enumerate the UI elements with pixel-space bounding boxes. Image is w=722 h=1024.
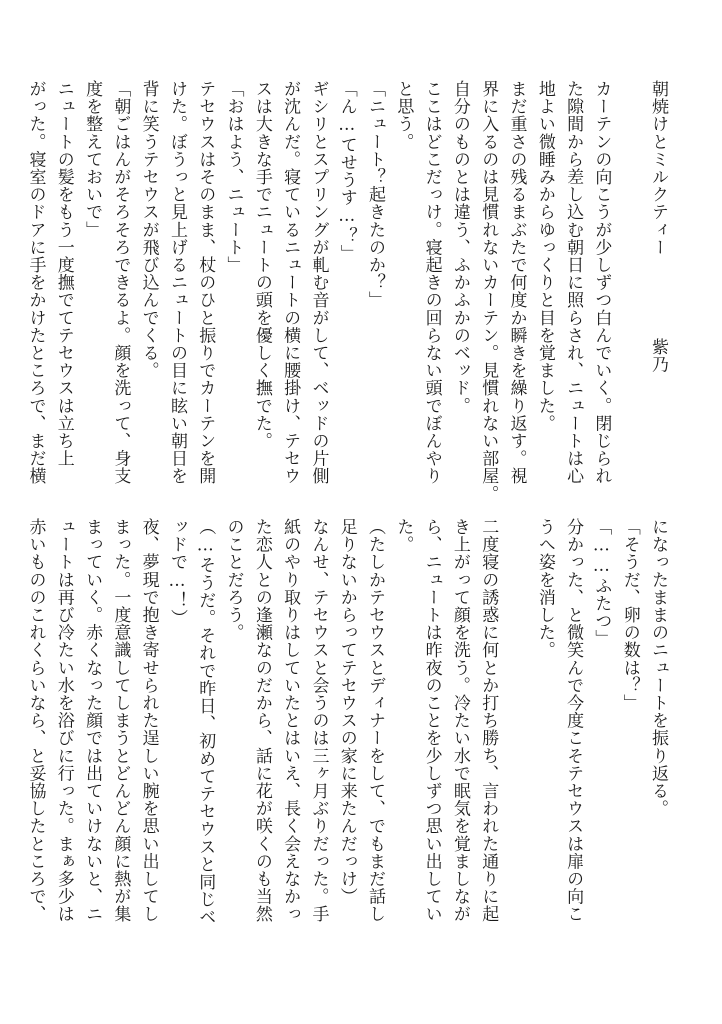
- text-line: 紙のやり取りはしていたとはいえ、長く会えなかっ: [280, 518, 301, 923]
- text-column-bottom: [21, 518, 672, 948]
- text-line: になったままのニュートを振り返る。: [648, 518, 668, 818]
- author-name: 紫乃: [648, 338, 668, 374]
- text-line: ュートは再び冷たい水を浴びに行った。まぁ多少は: [53, 518, 74, 923]
- text-line: 足りないからってテセウスの家に来たんだっけ）: [336, 518, 357, 906]
- text-line: がった。寝室のドアに手をかけたところで、まだ横: [25, 80, 46, 485]
- text-line: た。: [393, 518, 414, 554]
- text-line: 「ニュート？起きたのか？」: [365, 80, 386, 309]
- text-line: テセウスはそのまま、杖のひと振りでカーテンを開: [195, 80, 216, 485]
- story-title: 朝焼けとミルクティー: [648, 80, 668, 256]
- text-line: 背に笑うテセウスが飛び込んでくる。: [138, 80, 159, 380]
- text-line: が沈んだ。寝ているニュートの横に腰掛け、テセウ: [280, 80, 301, 485]
- text-line: （たしかテセウスとディナーをして、でもまだ話し: [365, 518, 386, 923]
- text-line: 二度寝の誘惑に何とか打ち勝ち、言われた通りに起: [478, 518, 499, 923]
- text-line: た隙間から差し込む朝日に照らされ、ニュートは心: [563, 80, 584, 485]
- text-line: ニュートの髪をもう一度撫でてテセウスは立ち上: [53, 80, 74, 468]
- text-line: ッドで…！）: [166, 518, 187, 627]
- text-line: 「朝ごはんがそろそろできるよ。顔を洗って、身支: [110, 80, 131, 485]
- text-line: き上がって顔を洗う。冷たい水で眠気を覚ましなが: [449, 518, 470, 923]
- text-line: 赤いもののこれくらいなら、と妥協したところで、: [25, 518, 46, 923]
- text-line: 地よい微睡みからゆっくりと目を覚ました。: [534, 80, 555, 432]
- text-line: 「……ふたつ」: [591, 518, 612, 648]
- text-line: うへ姿を消した。: [534, 518, 555, 659]
- text-line: のことだろう。: [223, 518, 244, 642]
- text-line: ら、ニュートは昨夜のことを少しずつ思い出してい: [421, 518, 442, 923]
- text-line: カーテンの向こうが少しずつ白んでいく。閉じられ: [591, 80, 612, 485]
- text-line: 「おはよう、ニュート」: [223, 80, 244, 274]
- text-line: ここはどこだっけ。寝起きの回らない頭でぼんやり: [421, 80, 442, 485]
- text-line: と思う。: [393, 80, 414, 151]
- text-line: スは大きな手でニュートの頭を優しく撫でた。: [251, 80, 272, 450]
- text-line: 夜、夢現で抱き寄せられた逞しい腕を思い出してし: [138, 518, 159, 923]
- text-line: 「ん…てせうす…？」: [336, 80, 357, 262]
- text-line: 度を整えておいで」: [82, 80, 103, 239]
- blank-line: [502, 518, 530, 948]
- title-spacer: [615, 80, 643, 510]
- text-line: まだ重さの残るまぶたで何度か瞬きを繰り返す。視: [506, 80, 527, 485]
- text-line: 界に入るのは見慣れないカーテン。見慣れない部屋。: [478, 80, 499, 503]
- text-line: 自分のものとは違う、ふかふかのベッド。: [449, 80, 470, 415]
- text-line: 分かった、と微笑んで今度こそテセウスは扉の向こ: [563, 518, 584, 923]
- text-line: まった。一度意識してしまうとどんどん顔に熱が集: [110, 518, 131, 923]
- text-line: た恋人との逢瀬なのだから、話に花が咲くのも当然: [251, 518, 272, 923]
- text-column-top: [21, 80, 672, 510]
- text-line: 「そうだ、卵の数は？」: [619, 518, 640, 712]
- text-line: けた。ぼうっと見上げるニュートの目に眩い朝日を: [166, 80, 187, 485]
- text-line: まっていく。赤くなった顔では出ていけないと、ニ: [82, 518, 103, 923]
- text-line: なんせ、テセウスと会うのは三ヶ月ぶりだった。手: [308, 518, 329, 923]
- text-line: ギシリとスプリングが軋む音がして、ベッドの片側: [308, 80, 329, 485]
- text-line: （…そうだ。それで昨日、初めてテセウスと同じベ: [195, 518, 216, 926]
